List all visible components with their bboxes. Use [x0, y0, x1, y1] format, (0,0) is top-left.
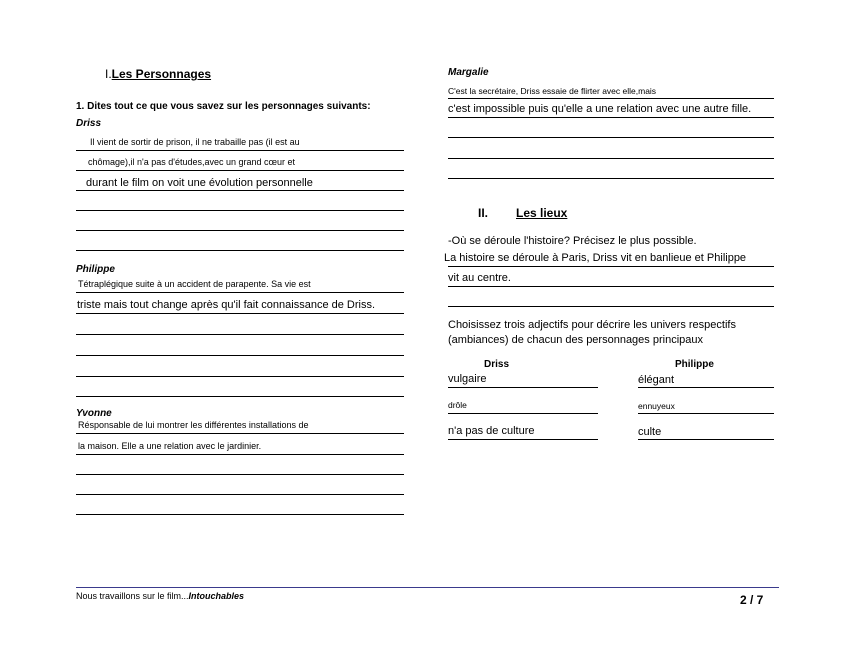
answer-line	[448, 439, 598, 440]
section2-title: Les lieux	[516, 206, 568, 220]
adjectives-prompt-line1: Choisissez trois adjectifs pour décrire les univers respectifs	[448, 319, 736, 331]
answer-line	[638, 439, 774, 440]
character-name-yvonne: Yvonne	[76, 408, 112, 419]
answer-line	[76, 292, 404, 293]
page-number: 2 / 7	[740, 593, 764, 607]
philippe-adjective-1: élégant	[638, 374, 675, 386]
footer-text	[76, 591, 244, 601]
footer-rule	[76, 587, 779, 588]
answer-line	[76, 150, 404, 151]
philippe-adjective-2: ennuyeux	[638, 401, 675, 411]
driss-adjective-1: vulgaire	[448, 373, 487, 385]
answer-line	[448, 137, 774, 138]
section1-heading	[105, 67, 211, 81]
answer-line	[448, 158, 774, 159]
answer-line	[76, 396, 404, 397]
answer-line	[76, 494, 404, 495]
answer-line	[448, 286, 774, 287]
answer-line	[76, 334, 404, 335]
section1-numeral: I.	[105, 67, 112, 81]
answer-line	[76, 210, 404, 211]
philippe-answer-2: triste mais tout change après qu'il fait connaissance de Driss.	[77, 299, 376, 311]
answer-line	[448, 266, 774, 267]
yvonne-answer-2: la maison. Elle a une relation avec le jardinier.	[78, 441, 262, 451]
footer-prefix: Nous travaillons sur le film...	[76, 591, 189, 601]
driss-answer-1: Il vient de sortir de prison, il ne trabaille pas (il est au	[90, 137, 300, 147]
adjectives-header-philippe: Philippe	[675, 359, 714, 370]
answer-line	[448, 413, 598, 414]
margalie-answer-2: c'est impossible puis qu'elle a une relation avec une autre fille.	[448, 103, 752, 115]
character-name-driss: Driss	[76, 118, 102, 129]
answer-line	[448, 387, 598, 388]
adjectives-prompt-line2: (ambiances) de chacun des personnages principaux	[448, 334, 703, 346]
places-question: -Où se déroule l'histoire? Précisez le plus possible.	[448, 235, 697, 247]
answer-line	[76, 355, 404, 356]
philippe-adjective-3: culte	[638, 426, 662, 438]
driss-answer-3: durant le film on voit une évolution personnelle	[86, 177, 313, 189]
answer-line	[76, 433, 404, 434]
footer-film-title: Intouchables	[188, 591, 245, 601]
answer-line	[76, 376, 404, 377]
answer-line	[638, 387, 774, 388]
answer-line	[448, 117, 774, 118]
answer-line	[76, 250, 404, 251]
answer-line	[76, 514, 404, 515]
section2-numeral: II.	[478, 206, 489, 220]
question-1: 1. Dites tout ce que vous savez sur les personnages suivants:	[76, 101, 371, 112]
answer-line	[76, 313, 404, 314]
section1-title: Les Personnages	[111, 67, 212, 81]
character-name-philippe: Philippe	[76, 264, 115, 275]
driss-adjective-3: n'a pas de culture	[448, 425, 535, 437]
places-answer-2: vit au centre.	[448, 272, 511, 284]
answer-line	[76, 454, 404, 455]
answer-line	[76, 474, 404, 475]
driss-adjective-2: drôle	[448, 400, 467, 410]
answer-line	[448, 98, 774, 99]
yvonne-answer-1: Résponsable de lui montrer les différentes installations de	[78, 420, 309, 430]
answer-line	[76, 230, 404, 231]
adjectives-header-driss: Driss	[484, 359, 510, 370]
margalie-answer-1: C'est la secrétaire, Driss essaie de flirter avec elle,mais	[448, 86, 657, 96]
answer-line	[448, 178, 774, 179]
answer-line	[448, 306, 774, 307]
answer-line	[638, 413, 774, 414]
driss-answer-2: chômage),il n'a pas d'études,avec un grand cœur et	[88, 157, 296, 167]
answer-line	[76, 190, 404, 191]
places-answer-1: La histoire se déroule à Paris, Driss vit en banlieue et Philippe	[444, 252, 747, 264]
answer-line	[76, 170, 404, 171]
philippe-answer-1: Tétraplégique suite à un accident de parapente. Sa vie est	[78, 279, 311, 289]
character-name-margalie: Margalie	[448, 67, 489, 78]
